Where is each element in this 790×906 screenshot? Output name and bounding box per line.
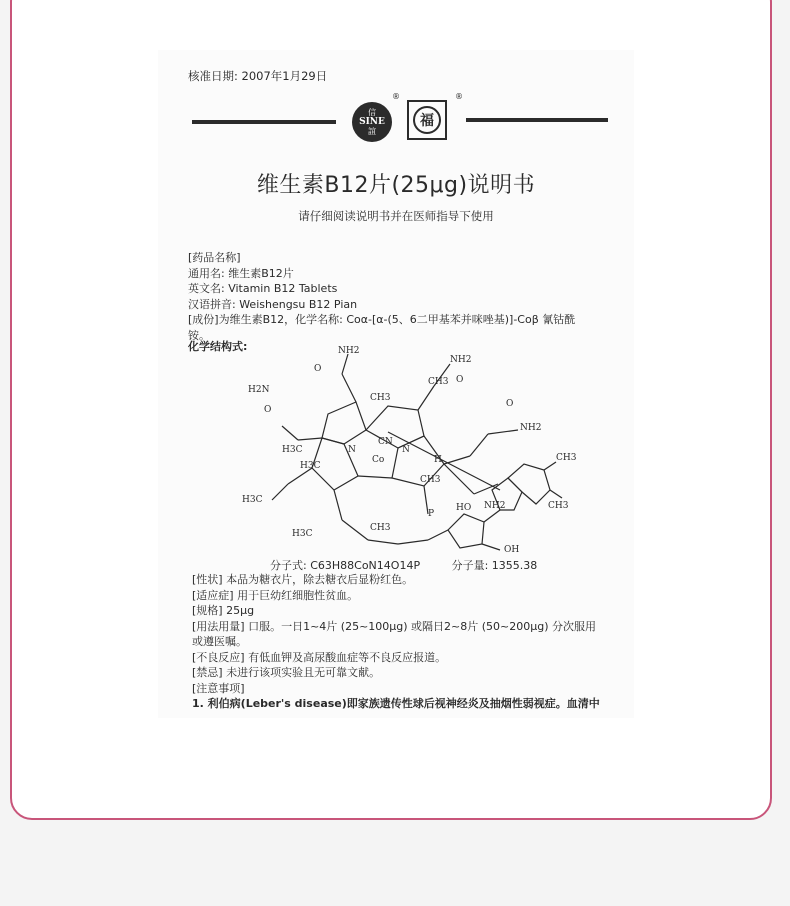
header-rule-left (192, 120, 336, 124)
seal-logo (407, 100, 447, 140)
cyanocobalamin-structure (238, 344, 577, 555)
english-name: 英文名: Vitamin B12 Tablets (188, 282, 338, 295)
note-1: 1. 利伯病(Leber's disease)即家族遗传性球后视神经炎及抽烟性弱视症。血清中 (192, 697, 600, 710)
header-rule-right (466, 118, 608, 122)
structure-label: 化学结构式: (188, 340, 248, 353)
sine-logo-top: 信 (368, 107, 376, 117)
pinyin-name: 汉语拼音: Weishengsu B12 Pian (188, 297, 358, 311)
label-p: P (428, 509, 435, 519)
label-o-2: O (264, 405, 272, 415)
label-ch3-5: CH3 (556, 453, 577, 463)
leaflet-scan (158, 50, 634, 718)
seal-logo-char: 福 (413, 106, 441, 134)
sine-logo-bottom: 誼 (368, 126, 376, 136)
label-co: Co (372, 455, 385, 465)
label-ch3-1: CH3 (428, 377, 449, 387)
label-ch3-3: CH3 (420, 475, 441, 485)
sine-logo (352, 102, 392, 142)
composition-cont: 铵。 (188, 328, 210, 342)
drug-name-header: [药品名称] (188, 251, 241, 264)
label-o-3: O (456, 375, 464, 385)
document-subtitle: 请仔细阅读说明书并在医师指导下使用 (298, 209, 494, 223)
drug-name-section (188, 250, 628, 343)
specification: [规格] 25μg (192, 604, 255, 617)
molecular-weight: 分子量: 1355.38 (451, 559, 538, 572)
label-ch3-2: CH3 (370, 393, 391, 403)
label-nh2-1: NH2 (338, 346, 360, 356)
document-title: 维生素B12片(25μg)说明书 (256, 173, 536, 198)
formula-line (270, 557, 537, 573)
approval-date: 核准日期: 2007年1月29日 (188, 69, 328, 83)
label-oh: OH (504, 545, 520, 555)
molecular-formula: 分子式: C63H88CoN14O14P (270, 559, 421, 572)
properties-section (192, 572, 630, 712)
label-ch3-4: CH3 (370, 523, 391, 533)
label-nh2-4: NH2 (484, 501, 506, 511)
adverse-reactions: [不良反应] 有低血钾及高尿酸血症等不良反应报道。 (192, 650, 447, 664)
registered-mark-1: ® (392, 92, 400, 101)
label-h3c-2: H3C (300, 461, 321, 471)
label-nh2-2: NH2 (450, 355, 472, 365)
registered-mark-2: ® (455, 92, 463, 101)
usage: [用法用量] 口服。一日1~4片 (25~100μg) 或隔日2~8片 (50~200μg) 分次服用 (192, 619, 597, 633)
sine-logo-word: SINE (359, 116, 385, 127)
composition: [成份]为维生素B12，化学名称: Coα-[α-(5、6二甲基苯并咪唑基)]-Coβ 氰钴酰 (188, 313, 576, 326)
notes-header: [注意事项] (192, 681, 245, 695)
indication: [适应症] 用于巨幼红细胞性贫血。 (192, 588, 359, 602)
label-h-1: H (434, 455, 442, 465)
label-h3c-co: H3C (242, 495, 263, 505)
label-n-2: N (402, 445, 410, 455)
label-h2n: H2N (248, 385, 270, 395)
label-h3c-1: H3C (282, 445, 303, 455)
usage-cont: 或遵医嘱。 (192, 635, 247, 648)
appearance: [性状] 本品为糖衣片，除去糖衣后显粉红色。 (192, 573, 414, 586)
contraindications: [禁忌] 未进行该项实验且无可靠文献。 (192, 666, 381, 679)
label-o-1: O (314, 364, 322, 374)
common-name: 通用名: 维生素B12片 (188, 266, 294, 280)
label-cn: CN (378, 437, 393, 447)
label-n-1: N (348, 445, 356, 455)
label-ho: HO (456, 503, 472, 513)
label-o-4: O (506, 399, 514, 409)
label-nh2-3: NH2 (520, 423, 542, 433)
label-ch3-6: CH3 (548, 501, 569, 511)
label-h3c-3: H3C (292, 529, 313, 539)
